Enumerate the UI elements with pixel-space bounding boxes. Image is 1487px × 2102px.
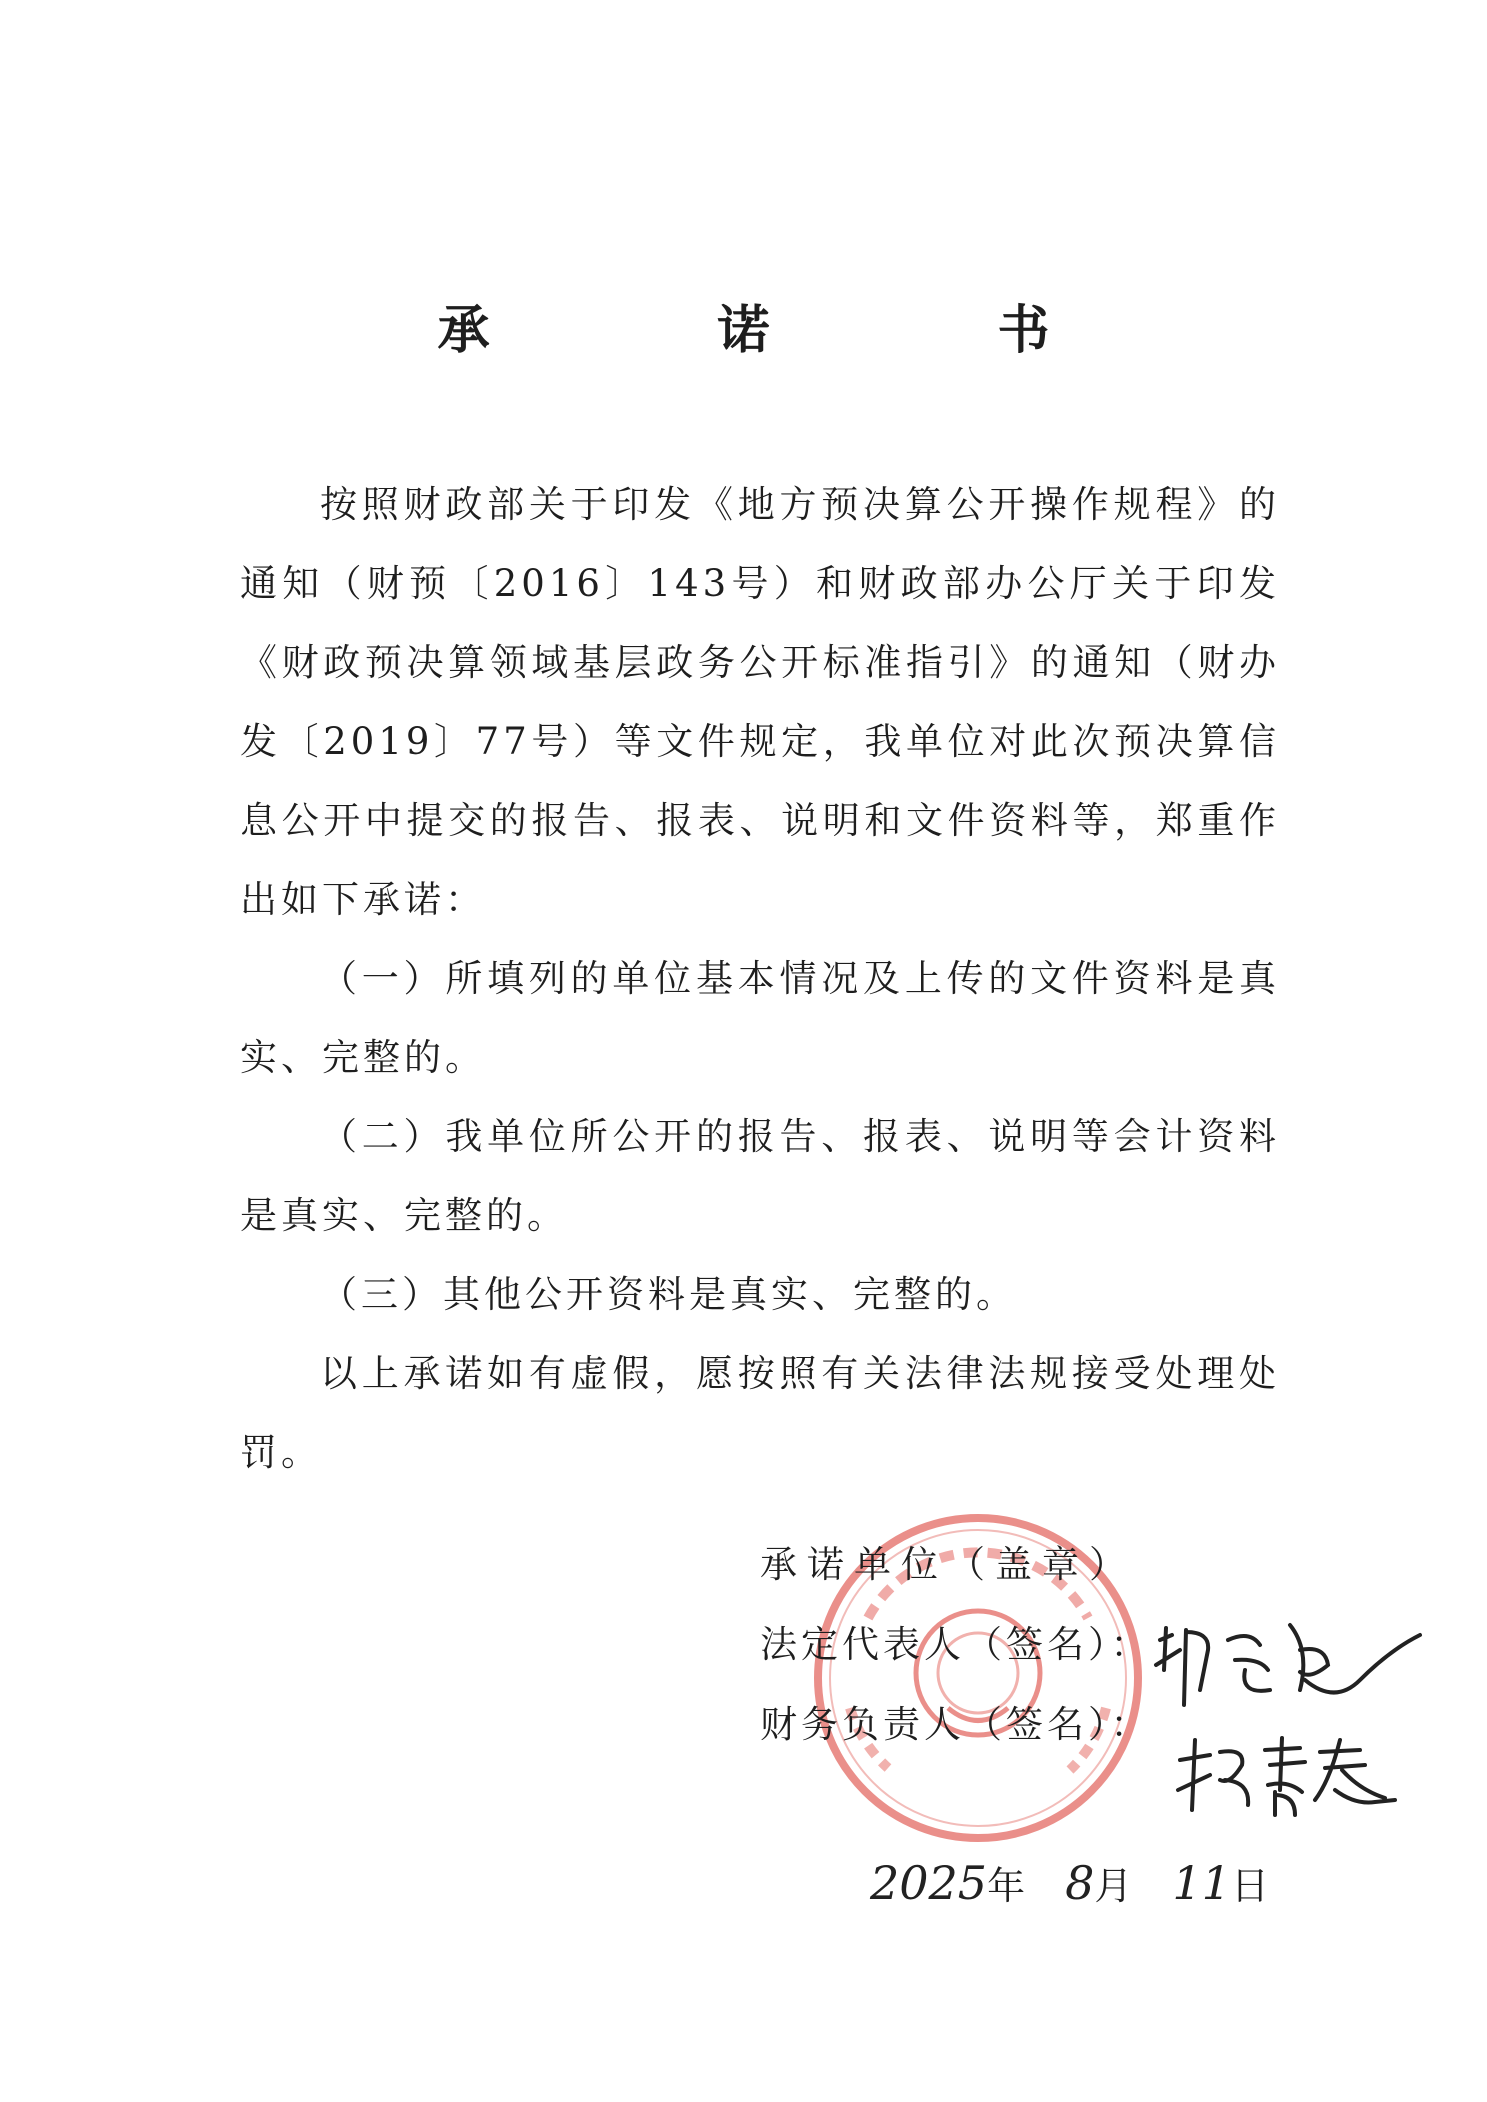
paragraph-intro: 按照财政部关于印发《地方预决算公开操作规程》的通知（财预〔2016〕143号）和财政部办公厅关于印发《财政预决算领域基层政务公开标准指引》的通知（财办发〔2019〕77号）等文件规定，我单位对此次预决算信息公开中提交的报告、报表、说明和文件资料等，郑重作出如下承诺：	[240, 483, 1280, 921]
document-body	[240, 465, 1280, 1492]
legal-rep-label: 法定代表人（签名）：	[760, 1623, 1152, 1666]
paragraph-item-1: （一）所填列的单位基本情况及上传的文件资料是真实、完整的。	[240, 957, 1280, 1079]
date-day-unit: 日	[1230, 1864, 1269, 1908]
date-day: 11	[1172, 1856, 1231, 1910]
document-title: 承 诺 书	[437, 301, 1138, 361]
signature-block	[760, 1525, 1400, 1765]
date-year: 2025	[870, 1856, 988, 1910]
date-year-unit: 年	[987, 1864, 1026, 1908]
paragraph-closing: 以上承诺如有虚假，愿按照有关法律法规接受处理处罚。	[240, 1352, 1280, 1474]
paragraph-item-3: （三）其他公开资料是真实、完整的。	[320, 1273, 1017, 1316]
date-month-unit: 月	[1094, 1864, 1133, 1908]
date-month: 8	[1065, 1856, 1095, 1910]
finance-head-label: 财务负责人（签名）：	[760, 1703, 1152, 1746]
seal-unit-label: 承诺单位（盖章）	[760, 1543, 1136, 1586]
paragraph-item-2: （二）我单位所公开的报告、报表、说明等会计资料是真实、完整的。	[240, 1115, 1280, 1237]
document-date	[870, 1855, 1269, 1910]
